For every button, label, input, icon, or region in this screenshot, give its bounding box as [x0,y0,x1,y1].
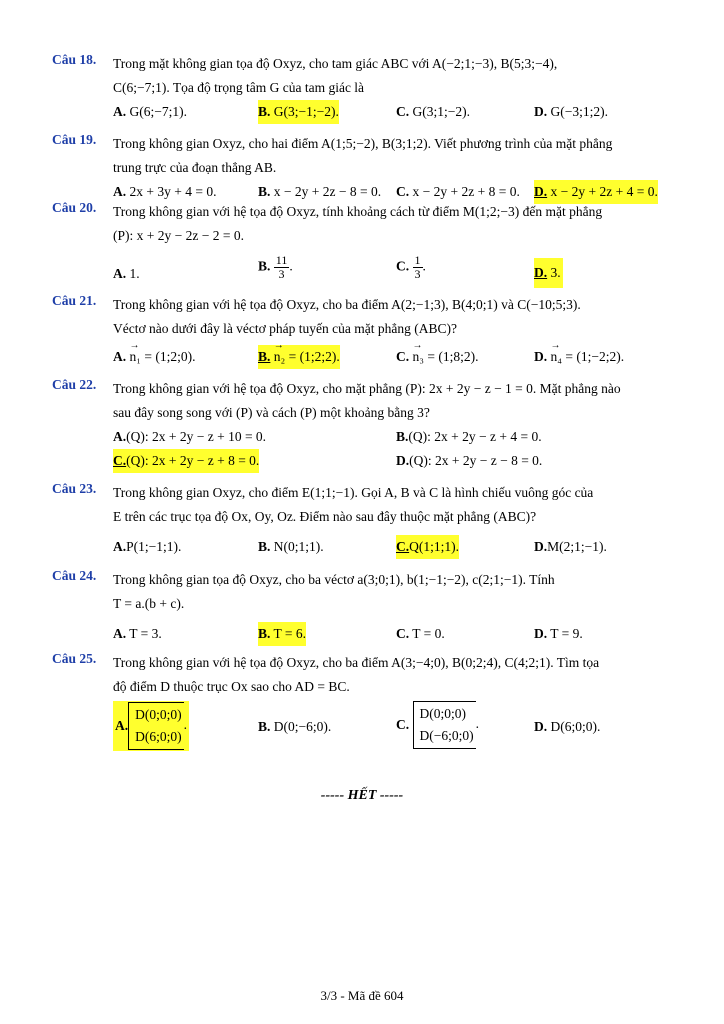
option-c: C. T = 0. [396,626,445,641]
question-23 [52,481,674,559]
option-a: A.P(1;−1;1). [113,539,182,554]
option-d: D.(Q): 2x + 2y − z − 8 = 0. [396,453,543,468]
option-a: A. 2x + 3y + 4 = 0. [113,184,217,199]
end-marker: ----- HẾT ----- [320,788,404,803]
system-bracket: D(0;0;0) D(6;0;0) [128,702,184,750]
option-b: B. N(0;1;1). [258,539,324,554]
question-21 [52,293,674,369]
option-a: A.(Q): 2x + 2y − z + 10 = 0. [113,429,267,444]
question-stem [113,293,674,341]
option-c: C. x − 2y + 2z + 8 = 0. [396,184,520,199]
option-c: C. $\frac{1}{3}$ . [396,253,426,281]
options [113,535,674,559]
stem-line: Trong không gian Oxyz, cho hai điểm A(1;5;−2), B(3;1;2). Viết phương trình của mặt phẳng [113,136,613,151]
option-b: B. x − 2y + 2z − 8 = 0. [258,184,382,199]
option-a: A. G(6;−7;1). [113,104,187,119]
option-b-answer: B. T = 6. [258,622,306,646]
option-a: A. → n₁ = (1;2;0). [113,345,195,369]
system-bracket: D(0;0;0) D(−6;0;0) [413,701,476,749]
option-d: D. G(−3;1;2). [534,104,608,119]
question-19 [52,132,674,202]
option-d: D.M(2;1;−1). [534,539,607,554]
fraction: $\frac{11}{3}$ [275,253,288,281]
options [113,622,674,646]
stem-line: Trong mặt không gian tọa độ Oxyz, cho tam giác ABC với A(−2;1;−3), B(5;3;−4), [113,56,558,71]
option-a: A. 1. [113,266,140,281]
option-b-answer: B. G(3;−1;−2). [258,100,339,124]
question-stem [113,651,674,699]
question-stem [113,568,674,616]
options [113,345,674,369]
option-a: A. T = 3. [113,626,162,641]
question-label: Câu 23. [52,481,97,496]
question-label: Câu 19. [52,132,97,147]
stem-line: C(6;−7;1). Tọa độ trọng tâm G của tam giác là [113,80,365,95]
option-b: B. $\frac{11}{3}$ . [258,253,293,281]
options-row-1 [113,425,674,449]
option-d: D. T = 9. [534,626,583,641]
options-row-2 [113,449,674,473]
question-stem [113,377,674,425]
question-label: Câu 21. [52,293,97,308]
question-22 [52,377,674,473]
option-c-answer: C.(Q): 2x + 2y − z + 8 = 0. [113,449,259,473]
question-label: Câu 22. [52,377,97,392]
question-24 [52,568,674,646]
question-stem [113,132,674,180]
option-b: B. D(0;−6;0). [258,719,332,734]
stem-line: Véctơ nào dưới đây là véctơ pháp tuyến của mặt phẳng (ABC)? [113,321,457,336]
question-25 [52,651,674,753]
fraction: $\frac{1}{3}$ [414,253,421,281]
option-b: B.(Q): 2x + 2y − z + 4 = 0. [396,429,542,444]
option-d-answer: D. 3. [534,258,563,288]
option-c: C. G(3;1;−2). [396,104,470,119]
stem-line: trung trực của đoạn thẳng AB. [113,160,277,175]
options [113,180,674,202]
option-c: C. → n₃ = (1;8;2). [396,345,478,369]
question-label: Câu 24. [52,568,97,583]
option-c-answer: C.Q(1;1;1). [396,535,459,559]
question-20 [52,200,674,294]
question-label: Câu 20. [52,200,97,215]
stem-line: độ điểm D thuộc trục Ox sao cho AD = BC. [113,679,350,694]
stem-line: (P): x + 2y − 2z − 2 = 0. [113,228,244,243]
question-label: Câu 18. [52,52,97,67]
stem-line: T = a.(b + c). [113,596,185,611]
question-18 [52,52,674,124]
stem-line: Trong không gian Oxyz, cho điểm E(1;1;−1). Gọi A, B và C là hình chiếu vuông góc của [113,485,594,500]
question-stem [113,52,674,100]
stem-line: sau đây song song với (P) và cách (P) một khoảng bằng 3? [113,405,430,420]
page-footer: 3/3 - Mã đề 604 [320,988,404,1003]
option-d: D. D(6;0;0). [534,719,601,734]
option-d-answer: D. x − 2y + 2z + 4 = 0. [534,180,658,204]
option-b-answer: B. → n₂ = (1;2;2). [258,345,340,369]
stem-line: Trong không gian với hệ tọa độ Oxyz, cho ba điểm A(2;−1;3), B(4;0;1) và C(−10;5;3). [113,297,581,312]
option-d: D. → n₄ = (1;−2;2). [534,345,624,369]
question-stem [113,200,674,248]
question-stem [113,481,674,529]
stem-line: Trong không gian tọa độ Oxyz, cho ba véctơ a(3;0;1), b(1;−1;−2), c(2;1;−1). Tính [113,572,555,587]
options [113,100,674,124]
question-label: Câu 25. [52,651,97,666]
stem-line: Trong không gian với hệ tọa độ Oxyz, cho ba điểm A(3;−4;0), B(0;2;4), C(4;2;1). Tìm tọa [113,655,600,670]
stem-line: Trong không gian với hệ tọa độ Oxyz, tính khoảng cách từ điểm M(1;2;−3) đến mặt phẳng [113,204,603,219]
options [113,254,674,294]
options [113,701,674,753]
option-c: C. D(0;0;0) D(−6;0;0) . [396,701,479,749]
option-a-answer: A. D(0;0;0) D(6;0;0) . [113,701,189,751]
stem-line: Trong không gian với hệ tọa độ Oxyz, cho mặt phẳng (P): 2x + 2y − z − 1 = 0. Mặt phẳng nào [113,381,621,396]
stem-line: E trên các trục tọa độ Ox, Oy, Oz. Điểm nào sau đây thuộc mặt phẳng (ABC)? [113,509,537,524]
